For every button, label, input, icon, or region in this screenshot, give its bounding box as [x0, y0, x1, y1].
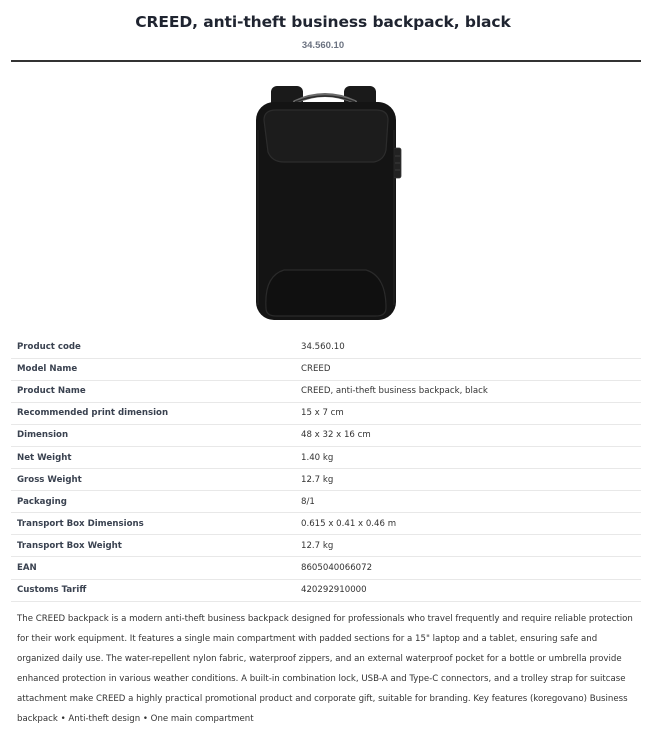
- spec-value: 0.615 x 0.41 x 0.46 m: [301, 518, 397, 529]
- spec-value: CREED, anti-theft business backpack, black: [301, 386, 488, 397]
- spec-row-transport-box-dimensions: [11, 513, 641, 535]
- spec-row-gross-weight: [11, 469, 641, 491]
- spec-value: 48 x 32 x 16 cm: [301, 430, 371, 441]
- spec-row-ean: [11, 557, 641, 579]
- product-description: The CREED backpack is a modern anti-theft business backpack designed for professionals who travel frequently and require reliable protection for their work equipment. It features a single main compartment with padded sections for a 15" laptop and a tablet, ensuring safe and organized daily use. The water-repellent nylon fabric, waterproof zippers, and an external waterproof pocket for a bottle or umbrella provide enhanced protection in various weather conditions. A built-in combination lock, USB-A and Type-C connectors, and a trolley strap for suitcase attachment make CREED a highly practical promotional product and corporate gift, suitable for branding. Key features (koregovano) Business backpack • Anti-theft design • One main compartment: [17, 614, 633, 724]
- spec-label: EAN: [17, 562, 37, 573]
- product-code-subtitle: 34.560.10: [301, 40, 345, 51]
- specs-table: [11, 336, 641, 602]
- spec-value: 8/1: [301, 496, 315, 507]
- header-divider: [11, 60, 641, 62]
- spec-value: 8605040066072: [301, 562, 373, 573]
- spec-row-packaging: [11, 491, 641, 513]
- spec-row-customs-tariff: [11, 579, 641, 601]
- backpack-icon: [240, 80, 410, 330]
- spec-value: 420292910000: [301, 585, 367, 596]
- spec-value: CREED: [301, 364, 331, 375]
- spec-row-dimension: [11, 424, 641, 446]
- spec-row-product-code: [11, 336, 641, 358]
- spec-label: Dimension: [17, 430, 69, 441]
- page-title: CREED, anti-theft business backpack, black: [135, 13, 511, 31]
- product-image: [240, 80, 410, 330]
- spec-label: Gross Weight: [17, 474, 82, 485]
- spec-label: Recommended print dimension: [17, 408, 169, 419]
- spec-label: Net Weight: [17, 452, 72, 463]
- spec-label: Customs Tariff: [17, 585, 87, 596]
- spec-value: 12.7 kg: [301, 474, 334, 485]
- spec-value: 34.560.10: [301, 341, 345, 352]
- spec-row-model-name: [11, 358, 641, 380]
- spec-value: 15 x 7 cm: [301, 408, 344, 419]
- spec-value: 12.7 kg: [301, 540, 334, 551]
- spec-label: Transport Box Dimensions: [17, 518, 144, 529]
- spec-label: Transport Box Weight: [17, 540, 122, 551]
- spec-row-recommended-print-dimension: [11, 402, 641, 424]
- spec-label: Packaging: [17, 496, 67, 507]
- spec-row-net-weight: [11, 446, 641, 468]
- spec-label: Model Name: [17, 364, 78, 375]
- spec-row-product-name: [11, 380, 641, 402]
- spec-label: Product code: [17, 341, 81, 352]
- spec-row-transport-box-weight: [11, 535, 641, 557]
- spec-label: Product Name: [17, 386, 86, 397]
- spec-value: 1.40 kg: [301, 452, 334, 463]
